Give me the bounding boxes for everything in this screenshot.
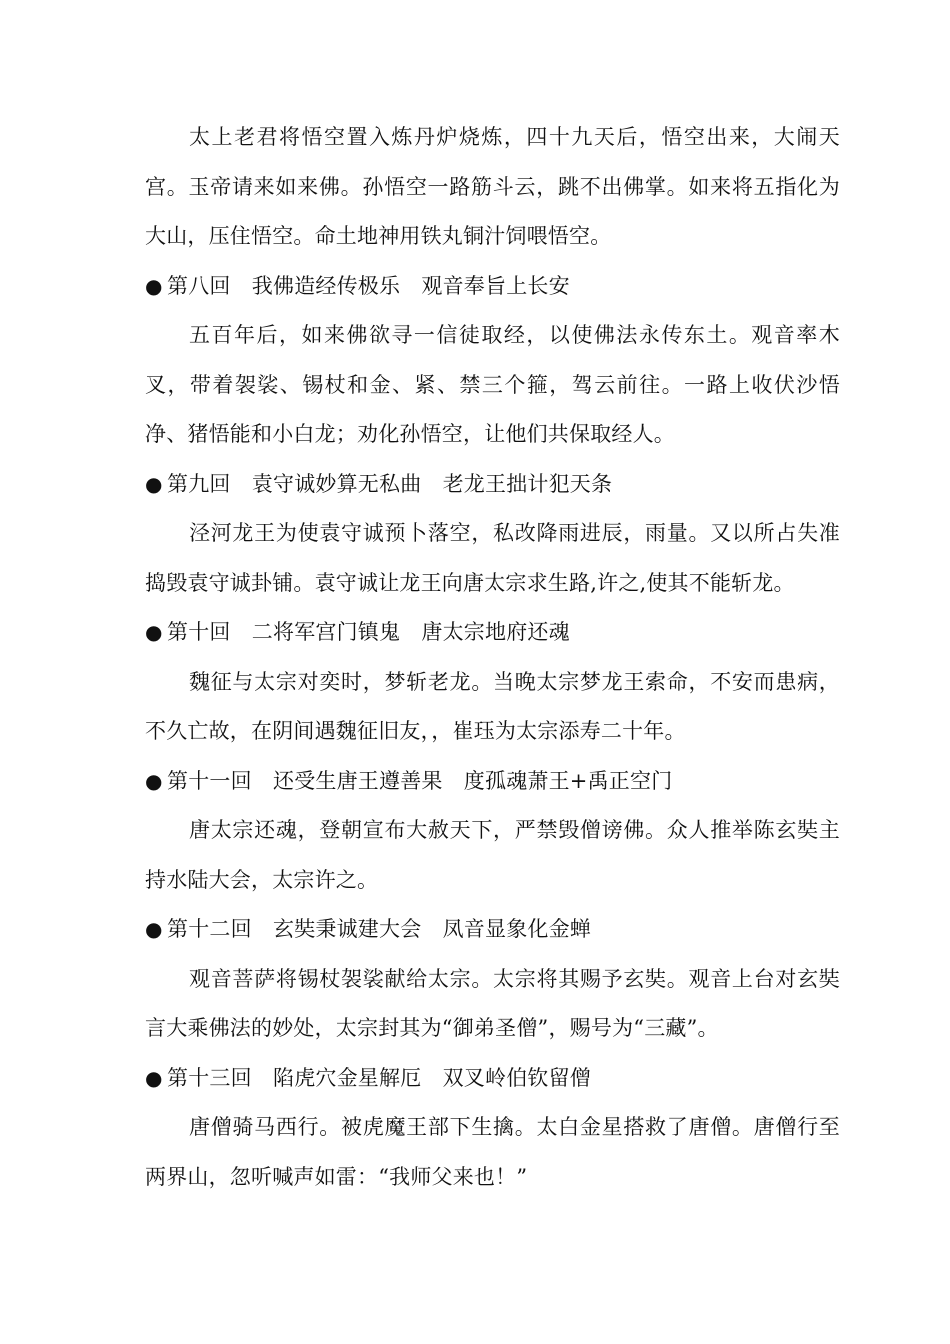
paragraph: 唐太宗还魂，登朝宣布大赦天下，严禁毁僧谤佛。众人推举陈玄奘主持水陆大会，太宗许之。 <box>145 818 840 892</box>
bullet-icon: ● <box>145 1065 163 1090</box>
bullet-icon: ● <box>145 768 163 793</box>
chapter-title: 第九回 袁守诚妙算无私曲 老龙王拙计犯天条 <box>167 471 613 496</box>
bullet-icon: ● <box>145 273 163 298</box>
paragraph: 魏征与太宗对奕时，梦斩老龙。当晚太宗梦龙王索命，不安而患病，不久亡故，在阴间遇魏征旧友，，崔珏为太宗添寿二十年。 <box>145 669 840 743</box>
chapter-title: 第十二回 玄奘秉诚建大会 凤音显象化金蝉 <box>167 917 591 941</box>
document-body <box>145 113 840 1202</box>
paragraph: 观音菩萨将锡杖袈裟献给太宗。太宗将其赐予玄奘。观音上台对玄奘言大乘佛法的妙处，太宗封其为“御弟圣僧”，赐号为“三藏”。 <box>145 966 840 1040</box>
chapter-heading <box>145 460 840 510</box>
chapter-title: 第十一回 还受生唐王遵善果 度孤魂萧王+禹正空门 <box>167 768 673 793</box>
chapter-heading <box>145 1054 840 1104</box>
chapter-title: 第十回 二将军宫门镇鬼 唐太宗地府还魂 <box>167 620 570 644</box>
chapter-heading <box>145 262 840 312</box>
paragraph: 五百年后，如来佛欲寻一信徒取经，以使佛法永传东土。观音率木叉，带着袈裟、锡杖和金、紧、禁三个箍，驾云前往。一路上收伏沙悟净、猪悟能和小白龙；劝化孙悟空，让他们共保取经人。 <box>145 323 840 446</box>
chapter-heading <box>145 757 840 807</box>
chapter-title: 第十三回 陷虎穴金星解厄 双叉岭伯钦留僧 <box>167 1065 591 1090</box>
bullet-icon: ● <box>145 917 163 941</box>
paragraph: 泾河龙王为使袁守诚预卜落空，私改降雨进辰，雨量。又以所占失准捣毁袁守诚卦铺。袁守诚让龙王向唐太宗求生路,许之,使其不能斩龙。 <box>145 521 840 595</box>
chapter-title: 第八回 我佛造经传极乐 观音奉旨上长安 <box>167 273 570 298</box>
bullet-icon: ● <box>145 471 163 496</box>
chapter-heading <box>145 608 840 658</box>
paragraph: 唐僧骑马西行。被虎魔王部下生擒。太白金星搭救了唐僧。唐僧行至两界山，忽听喊声如雷：“我师父来也！” <box>145 1115 840 1189</box>
bullet-icon: ● <box>145 620 163 644</box>
paragraph: 太上老君将悟空置入炼丹炉烧炼，四十九天后，悟空出来，大闹天宫。玉帝请来如来佛。孙悟空一路筋斗云，跳不出佛掌。如来将五指化为大山，压住悟空。命土地神用铁丸铜汁饲喂悟空。 <box>145 125 840 248</box>
chapter-heading <box>145 905 840 955</box>
